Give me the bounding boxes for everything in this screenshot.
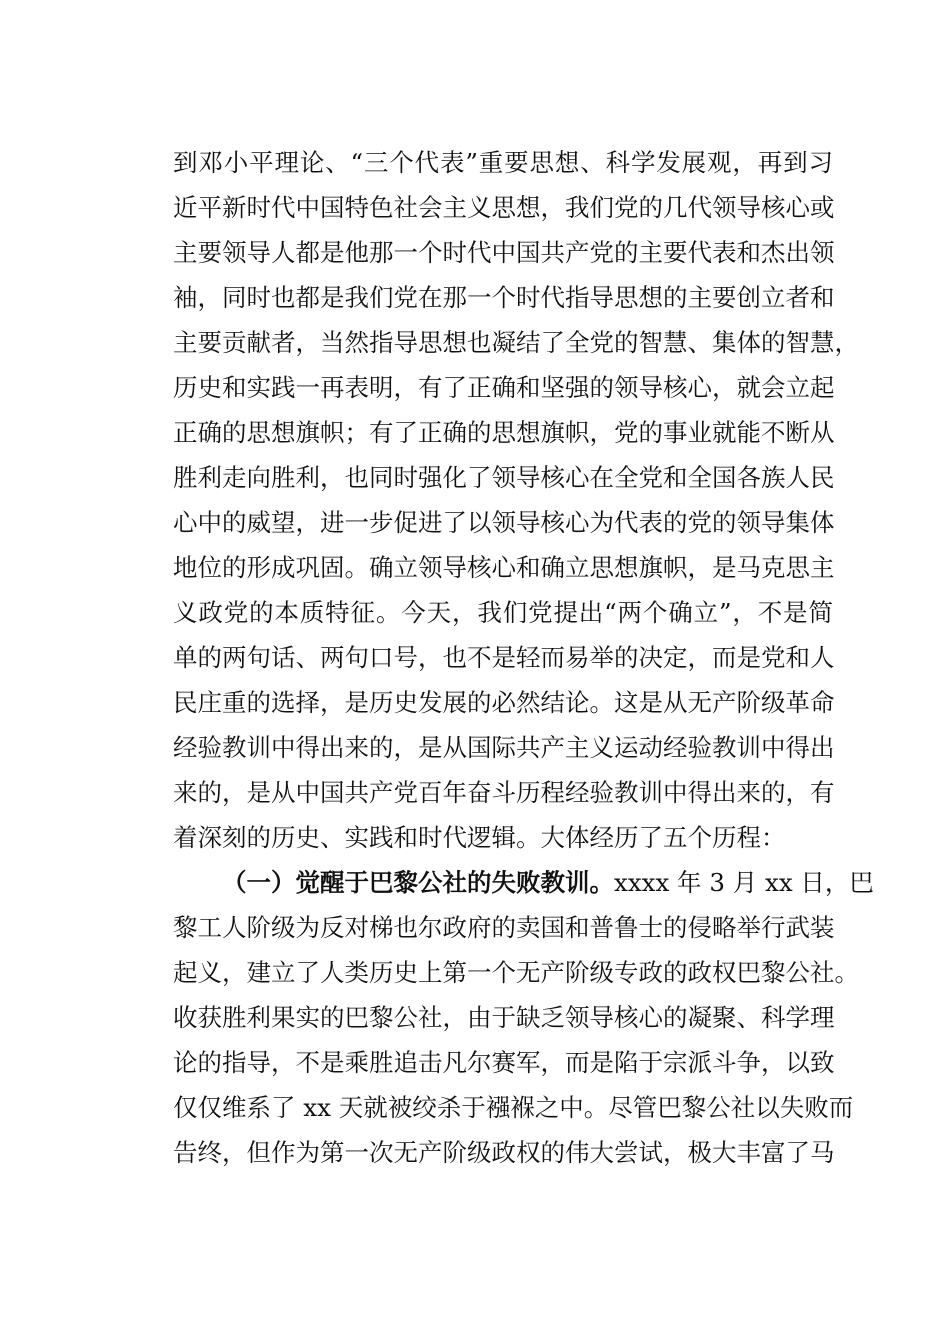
section-heading-rest: xxxx 年 3 月 xx 日，巴: [614, 868, 874, 897]
paragraph-line: 义政党的本质特征。今天，我们党提出“两个确立”，不是简: [173, 598, 833, 627]
body-text: [173, 140, 874, 1175]
paragraph-line: 经验教训中得出来的，是从国际共产主义运动经验教训中得出: [173, 733, 835, 762]
section-heading-line: [173, 860, 874, 905]
paragraph-line: 着深刻的历史、实践和时代逻辑。大体经历了五个历程：: [173, 823, 786, 852]
paragraph-line: 民庄重的选择，是历史发展的必然结论。这是从无产阶级革命: [173, 688, 835, 717]
paragraph-line: 心中的威望，进一步促进了以领导核心为代表的党的领导集体: [173, 508, 835, 537]
paragraph-line: 起义，建立了人类历史上第一个无产阶级专政的政权巴黎公社。: [173, 958, 859, 987]
paragraph-line: 袖，同时也都是我们党在那一个时代指导思想的主要创立者和: [173, 283, 835, 312]
paragraph-line: 主要领导人都是他那一个时代中国共产党的主要代表和杰出领: [173, 238, 835, 267]
paragraph-line: 告终，但作为第一次无产阶级政权的伟大尝试，极大丰富了马: [173, 1138, 835, 1167]
paragraph-line: 来的，是从中国共产党百年奋斗历程经验教训中得出来的，有: [173, 778, 835, 807]
paragraph-line: 胜利走向胜利，也同时强化了领导核心在全党和全国各族人民: [173, 463, 835, 492]
paragraph-line: 到邓小平理论、“三个代表”重要思想、科学发展观，再到习: [173, 148, 833, 177]
paragraph-line: 收获胜利果实的巴黎公社，由于缺乏领导核心的凝聚、科学理: [173, 1003, 835, 1032]
paragraph-line: 近平新时代中国特色社会主义思想，我们党的几代领导核心或: [173, 193, 835, 222]
section-heading: （一）觉醒于巴黎公社的失败教训。: [222, 868, 614, 897]
paragraph-line: 正确的思想旗帜；有了正确的思想旗帜，党的事业就能不断从: [173, 418, 835, 447]
paragraph-line: 黎工人阶级为反对梯也尔政府的卖国和普鲁士的侵略举行武装: [173, 913, 835, 942]
paragraph-line: 地位的形成巩固。确立领导核心和确立思想旗帜，是马克思主: [173, 553, 835, 582]
paragraph-line: 论的指导，不是乘胜追击凡尔赛军，而是陷于宗派斗争，以致: [173, 1048, 835, 1077]
paragraph-line: 单的两句话、两句口号，也不是轻而易举的决定，而是党和人: [173, 643, 835, 672]
paragraph-line: 历史和实践一再表明，有了正确和坚强的领导核心，就会立起: [173, 373, 835, 402]
paragraph-line: 仅仅维系了 xx 天就被绞杀于襁褓之中。尽管巴黎公社以失败而: [173, 1093, 854, 1122]
paragraph-line: 主要贡献者，当然指导思想也凝结了全党的智慧、集体的智慧，: [173, 328, 859, 357]
